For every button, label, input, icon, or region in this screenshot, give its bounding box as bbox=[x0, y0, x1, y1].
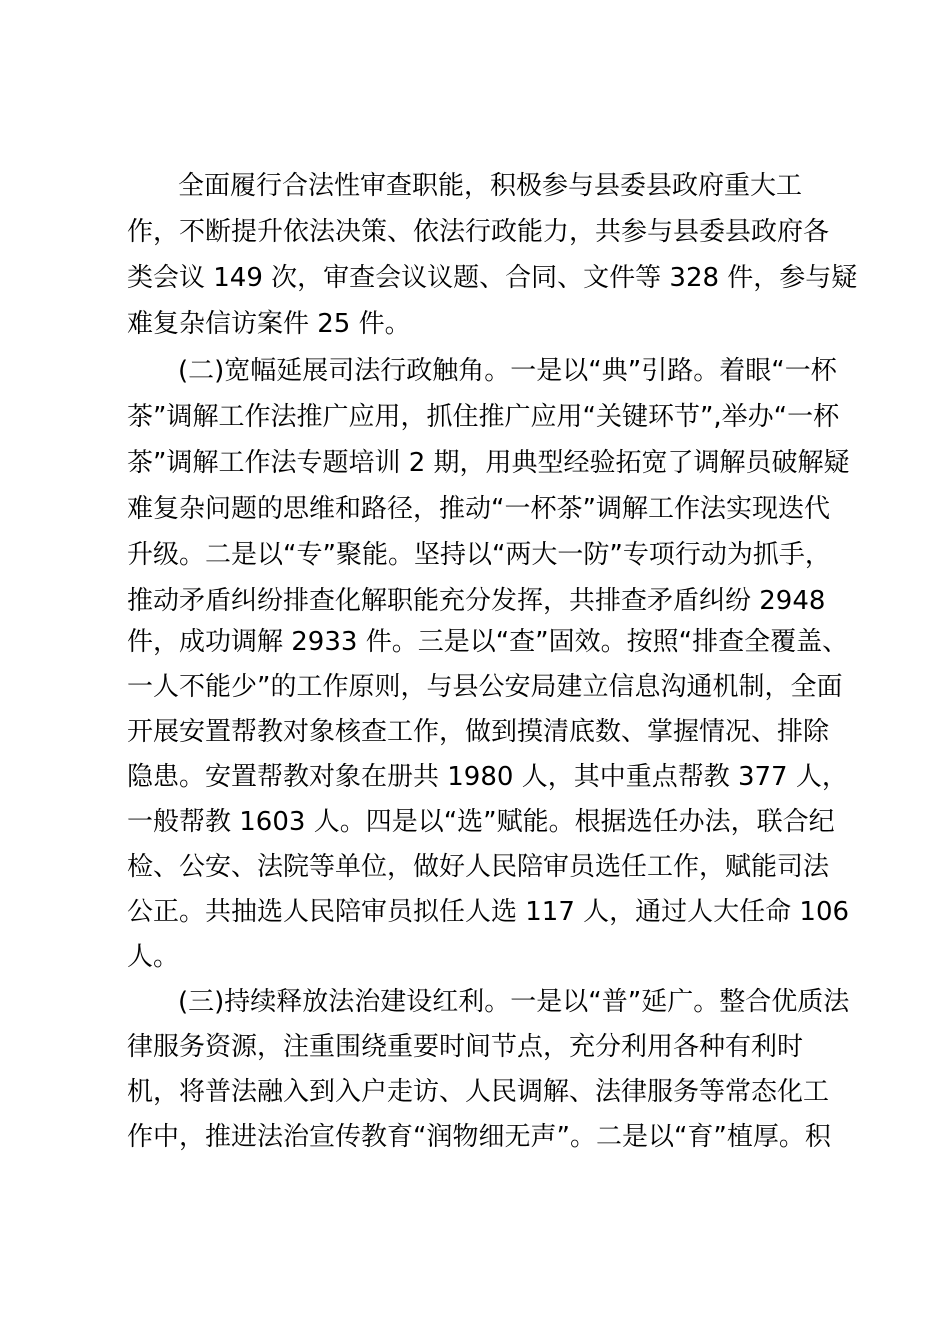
text-line: 作，不断提升依法决策、依法行政能力，共参与县委县政府各 bbox=[127, 217, 830, 247]
text-line: 一人不能少”的工作原则，与县公安局建立信息沟通机制，全面 bbox=[127, 672, 843, 702]
text-line: 隐患。安置帮教对象在册共 1980 人，其中重点帮教 377 人， bbox=[127, 762, 848, 792]
text-line: (二)宽幅延展司法行政触角。一是以“典”引路。着眼“一杯 bbox=[178, 356, 837, 386]
text-line: 茶”调解工作法专题培训 2 期，用典型经验拓宽了调解员破解疑 bbox=[127, 448, 850, 478]
text-line: (三)持续释放法治建设红利。一是以“普”延广。整合优质法 bbox=[178, 987, 850, 1017]
text-line: 作中，推进法治宣传教育“润物细无声”。二是以“育”植厚。积 bbox=[127, 1122, 831, 1152]
text-line: 难复杂问题的思维和路径，推动“一杯茶”调解工作法实现迭代 bbox=[127, 494, 830, 524]
text-line: 茶”调解工作法推广应用，抓住推广应用“关键环节”,举办“一杯 bbox=[127, 402, 840, 432]
text-line: 检、公安、法院等单位，做好人民陪审员选任工作，赋能司法 bbox=[127, 852, 830, 882]
text-line: 难复杂信访案件 25 件。 bbox=[127, 309, 411, 339]
text-line: 全面履行合法性审查职能，积极参与县委县政府重大工 bbox=[178, 171, 803, 201]
text-line: 公正。共抽选人民陪审员拟任人选 117 人，通过人大任命 106 bbox=[127, 897, 850, 927]
text-line: 开展安置帮教对象核查工作，做到摸清底数、掌握情况、排除 bbox=[127, 717, 830, 747]
text-line: 件，成功调解 2933 件。三是以“查”固效。按照“排查全覆盖、 bbox=[127, 627, 849, 657]
text-line: 升级。二是以“专”聚能。坚持以“两大一防”专项行动为抓手， bbox=[127, 540, 831, 570]
text-line: 推动矛盾纠纷排查化解职能充分发挥，共排查矛盾纠纷 2948 bbox=[127, 586, 826, 616]
text-line: 类会议 149 次，审查会议议题、合同、文件等 328 件，参与疑 bbox=[127, 263, 858, 293]
text-line: 一般帮教 1603 人。四是以“选”赋能。根据选任办法，联合纪 bbox=[127, 807, 835, 837]
text-line: 机，将普法融入到入户走访、人民调解、法律服务等常态化工 bbox=[127, 1077, 830, 1107]
text-line: 律服务资源，注重围绕重要时间节点，充分利用各种有利时 bbox=[127, 1032, 804, 1062]
text-line: 人。 bbox=[127, 942, 180, 972]
